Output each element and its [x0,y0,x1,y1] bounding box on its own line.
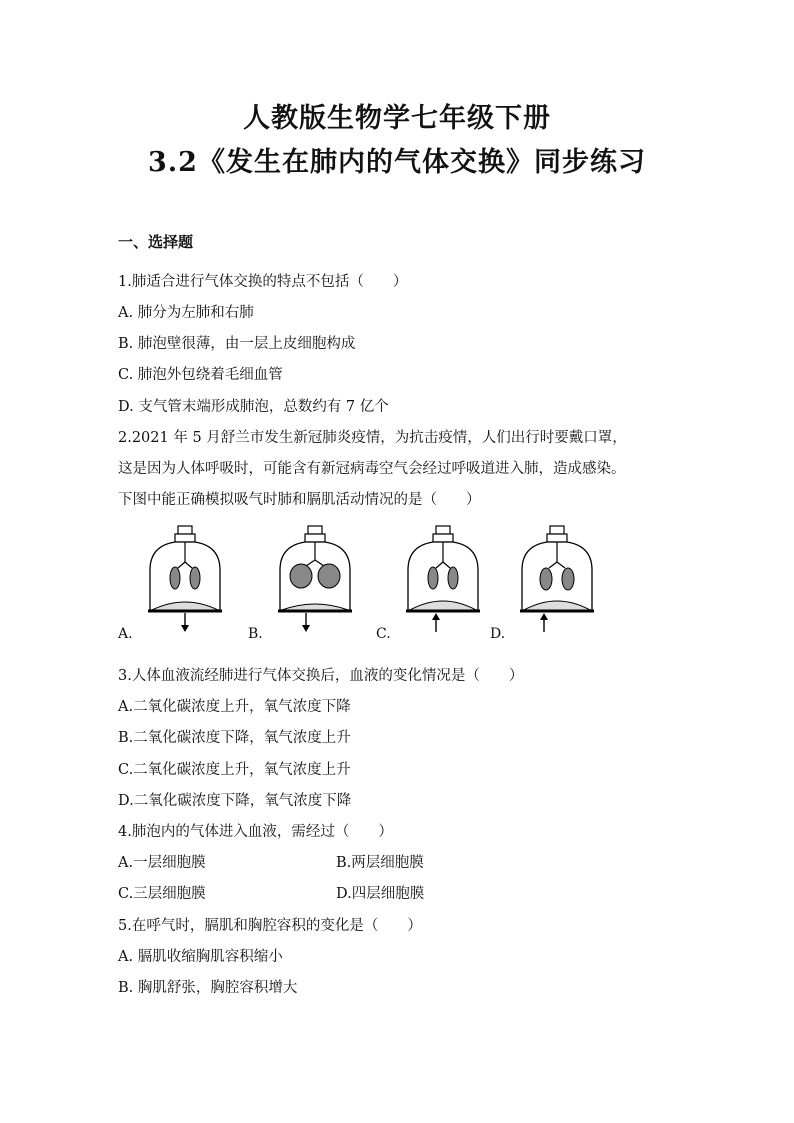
q2-stem-line1: 2.2021 年 5 月舒兰市发生新冠肺炎疫情，为抗击疫情，人们出行时要戴口罩， [118,430,627,446]
q4-option-d: D.四层细胞膜 [336,886,425,902]
figure-d [490,522,600,650]
q2-stem-line2: 这是因为人体呼吸时，可能含有新冠病毒空气会经过呼吸道进入肺，造成感染。 [118,461,626,477]
bell-jar-model-c [398,522,488,650]
figure-a [118,522,228,650]
q4-stem: 4.肺泡内的气体进入血液，需经过（ ） [118,824,393,840]
q5-stem: 5.在呼气时，膈肌和胸腔容积的变化是（ ） [118,918,422,934]
q1-option-a: A. 肺分为左肺和右肺 [118,305,254,321]
bell-jar-model-a [140,522,230,650]
q1-option-b: B. 肺泡壁很薄，由一层上皮细胞构成 [118,336,356,352]
q2-stem-line3: 下图中能正确模拟吸气时肺和膈肌活动情况的是（ ） [118,492,481,508]
q5-option-a: A. 膈肌收缩胸肌容积缩小 [118,949,283,965]
section-heading: 一、选择题 [118,233,194,251]
page-title: 人教版生物学七年级下册 [243,103,551,134]
q3-stem: 3.人体血液流经肺进行气体交换后，血液的变化情况是（ ） [118,668,524,684]
figure-label-d: D. [490,626,506,642]
figure-label-c: C. [376,626,391,642]
page-subtitle: 3.2《发生在肺内的气体交换》同步练习 [148,147,646,178]
q3-option-d: D.二氧化碳浓度下降，氧气浓度下降 [118,793,352,809]
q3-option-b: B.二氧化碳浓度下降，氧气浓度上升 [118,730,351,746]
bell-jar-model-b [270,522,360,650]
q1-stem: 1.肺适合进行气体交换的特点不包括（ ） [118,274,408,290]
q3-option-c: C.二氧化碳浓度上升，氧气浓度上升 [118,762,351,778]
q4-option-a: A.一层细胞膜 [118,855,206,871]
figure-label-a: A. [118,626,133,642]
figure-b [248,522,358,650]
q3-option-a: A.二氧化碳浓度上升，氧气浓度下降 [118,699,351,715]
q1-option-c: C. 肺泡外包绕着毛细血管 [118,367,283,383]
q5-option-b: B. 胸肌舒张，胸腔容积增大 [118,980,298,996]
figure-c [376,522,486,650]
figure-label-b: B. [248,626,263,642]
q4-option-c: C.三层细胞膜 [118,886,206,902]
bell-jar-model-d [512,522,602,650]
q4-option-b: B.两层细胞膜 [336,855,424,871]
q1-option-d: D. 支气管末端形成肺泡，总数约有 7 亿个 [118,399,389,415]
bell-jar-figures [118,522,698,650]
